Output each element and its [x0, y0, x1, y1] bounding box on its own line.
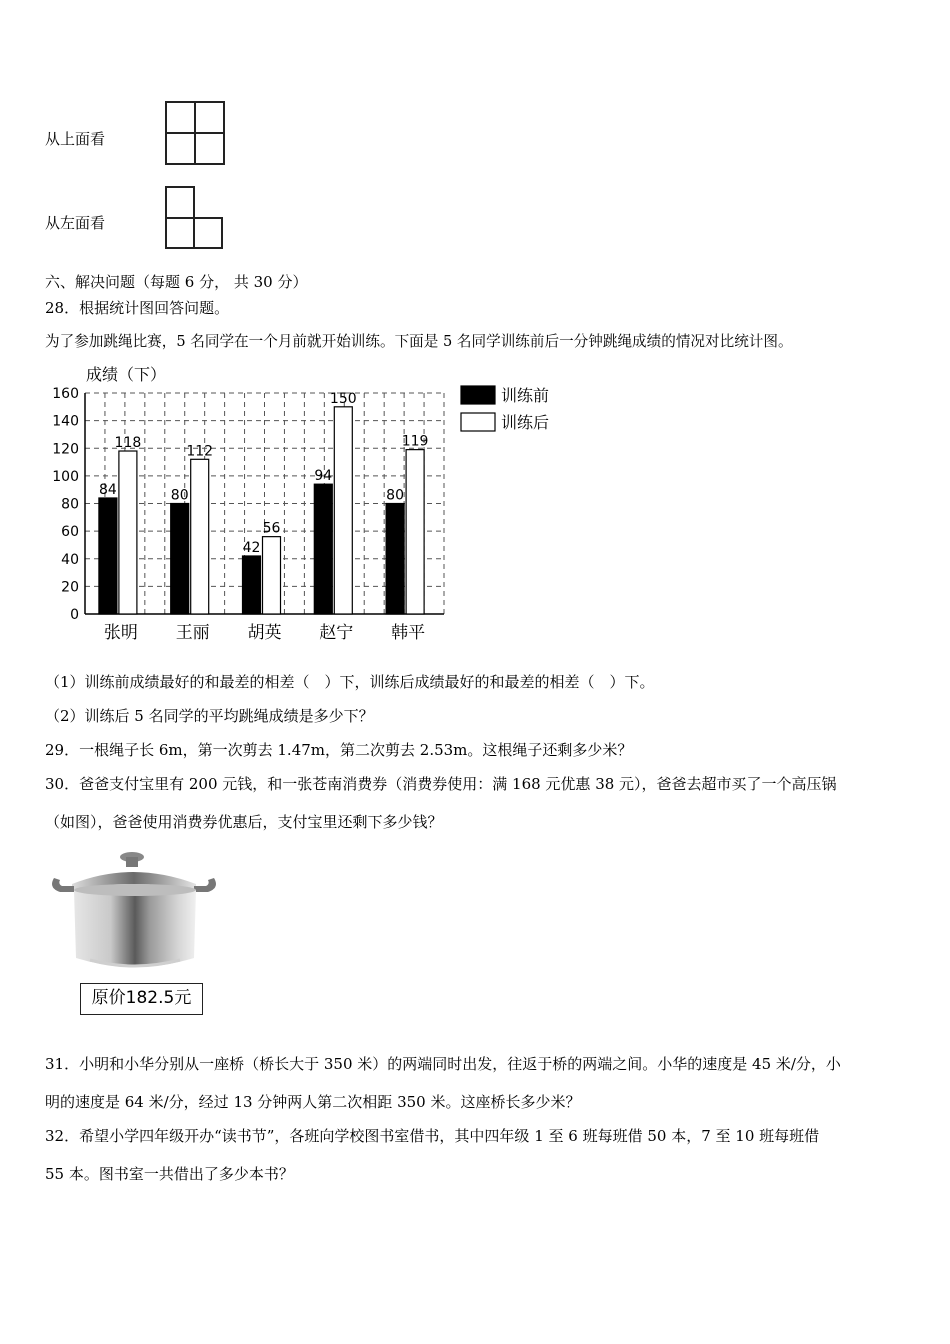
q28-sub2: （2）训练后 5 名同学的平均跳绳成绩是多少下？	[45, 707, 374, 725]
y-tick-label: 160	[52, 386, 79, 402]
right-handle	[194, 878, 216, 892]
bar-after	[119, 451, 137, 614]
q31-line1: 31．小明和小华分别从一座桥（桥长大于 350 米）的两端同时出发，往返于桥的两端之间。小华的速度是 45 米/分，小	[45, 1055, 841, 1073]
left-view-cell	[193, 217, 223, 249]
bar-value-label: 119	[401, 433, 429, 450]
left-view-cell	[165, 217, 195, 249]
bar-after	[191, 459, 209, 614]
bar-value-label: 94	[314, 468, 333, 485]
x-category-label: 王丽	[175, 623, 210, 643]
left-view-figure	[165, 186, 223, 249]
q29-text: 29．一根绳子长 6m，第一次剪去 1.47m，第二次剪去 2.53m。这根绳子还剩多少米？	[45, 741, 633, 759]
bar-after	[406, 450, 424, 614]
section-heading: 六、解决问题（每题 6 分， 共 30 分）	[45, 273, 308, 291]
bar-before	[386, 504, 404, 615]
price-tag: 原价182.5元	[80, 983, 203, 1015]
legend-label: 训练后	[501, 413, 550, 432]
q28-intro: 为了参加跳绳比赛，5 名同学在一个月前就开始训练。下面是 5 名同学训练前后一分钟跳绳成绩的情况对比统计图。	[45, 333, 793, 350]
y-tick-label: 0	[70, 607, 79, 623]
bar-value-label: 150	[329, 390, 357, 407]
q28-sub1: （1）训练前成绩最好的和最差的相差（ ）下，训练后成绩最好的和最差的相差（ ）下。	[45, 673, 655, 691]
y-axis-label: 成绩（下）	[86, 365, 167, 384]
y-tick-label: 120	[52, 441, 79, 458]
y-tick-label: 60	[61, 524, 79, 541]
legend-swatch	[461, 413, 495, 431]
y-tick-label: 140	[52, 413, 79, 430]
legend-swatch	[461, 386, 495, 404]
top-view-cell	[194, 101, 225, 134]
top-view-cell	[165, 132, 196, 165]
bar-after	[263, 537, 281, 614]
x-category-label: 张明	[103, 623, 138, 643]
top-view-figure	[165, 101, 225, 165]
left-handle	[52, 878, 74, 892]
x-category-label: 韩平	[391, 623, 426, 643]
bar-chart	[48, 358, 568, 650]
bar-before	[314, 484, 332, 614]
bar-value-label: 56	[262, 520, 281, 537]
pressure-cooker-image	[50, 848, 220, 980]
q30-line1: 30．爸爸支付宝里有 200 元钱，和一张苍南消费券（消费券使用：满 168 元优惠 38 元），爸爸去超市买了一个高压锅	[45, 775, 837, 793]
bar-after	[334, 407, 352, 614]
x-category-label: 赵宁	[319, 623, 354, 643]
top-view-label: 从上面看	[45, 130, 106, 148]
left-view-label: 从左面看	[45, 214, 106, 232]
q32-line1: 32．希望小学四年级开办“读书节”，各班向学校图书室借书，其中四年级 1 至 6 班每班借 50 本，7 至 10 班每班借	[45, 1127, 820, 1145]
bar-value-label: 80	[386, 487, 405, 504]
q28-title: 28．根据统计图回答问题。	[45, 299, 230, 317]
bar-before	[171, 504, 189, 615]
bar-value-label: 84	[98, 481, 117, 498]
bar-value-label: 42	[242, 539, 261, 556]
top-view-cell	[165, 101, 196, 134]
bar-before	[99, 498, 117, 614]
left-view-cell	[165, 186, 195, 219]
top-view-cell	[194, 132, 225, 165]
bar-value-label: 118	[114, 435, 142, 452]
y-tick-label: 80	[61, 496, 79, 513]
y-tick-label: 40	[61, 551, 79, 568]
y-tick-label: 20	[61, 579, 79, 596]
pot-body	[74, 890, 196, 967]
y-tick-label: 100	[52, 468, 79, 485]
x-category-label: 胡英	[247, 623, 282, 643]
bar-before	[243, 556, 261, 614]
bar-value-label: 80	[170, 487, 189, 504]
q30-line2: （如图），爸爸使用消费券优惠后，支付宝里还剩下多少钱？	[45, 813, 443, 831]
legend-label: 训练前	[501, 386, 550, 405]
bar-value-label: 112	[186, 443, 214, 460]
q31-line2: 明的速度是 64 米/分，经过 13 分钟两人第二次相距 350 米。这座桥长多少米？	[45, 1093, 581, 1111]
q32-line2: 55 本。图书室一共借出了多少本书？	[45, 1165, 294, 1183]
